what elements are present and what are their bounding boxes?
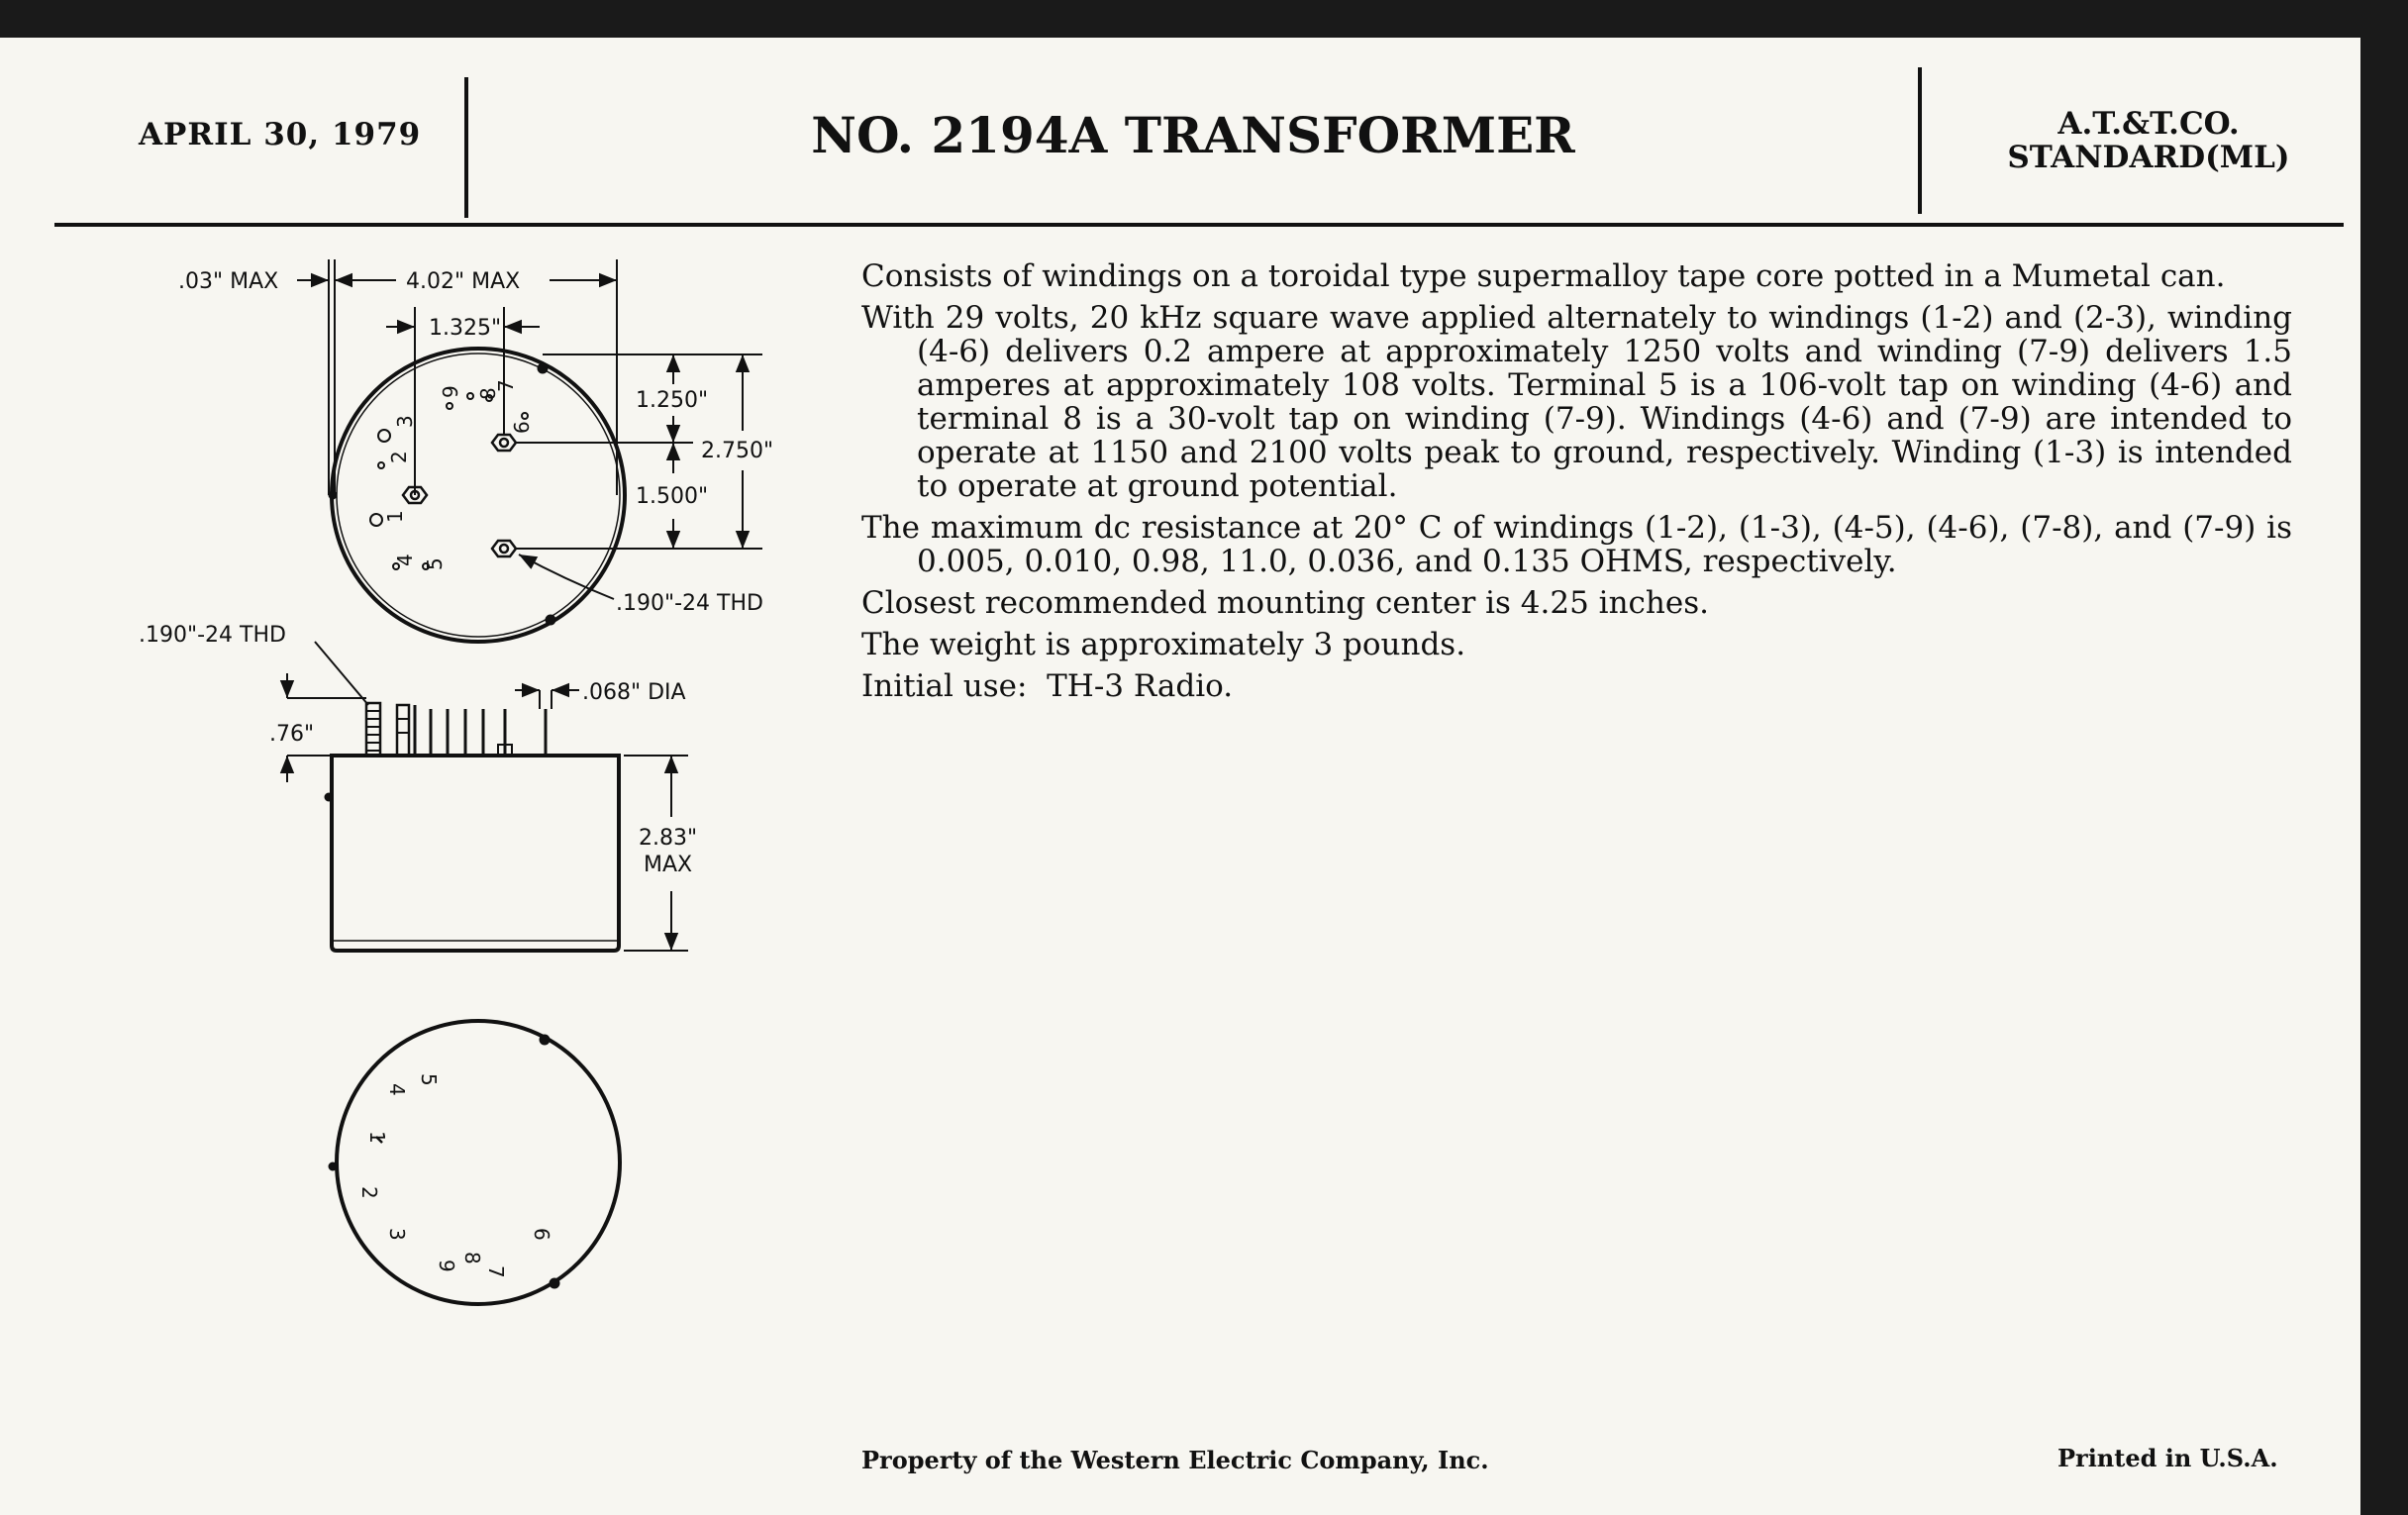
pin-label: 3 bbox=[393, 415, 417, 428]
stud-lower bbox=[492, 541, 516, 556]
dim-pin-diameter: .068" DIA bbox=[582, 680, 686, 705]
pin-label: 7 bbox=[484, 1265, 508, 1278]
pin-label: 9 bbox=[435, 1260, 458, 1272]
pin-label: 6 bbox=[530, 1228, 553, 1241]
description-paragraph: Closest recommended mounting center is 4.25 inches. bbox=[861, 585, 1709, 621]
pin-label: 2 bbox=[357, 1186, 381, 1199]
pin-label: 5 bbox=[417, 1073, 441, 1086]
pin-label: 6 bbox=[510, 421, 534, 434]
side-dimension-labels bbox=[139, 623, 697, 877]
issue-date: APRIL 30, 1979 bbox=[139, 117, 422, 152]
description-paragraph: The weight is approximately 3 pounds. bbox=[861, 627, 1466, 662]
seam-dot bbox=[538, 363, 548, 373]
pin-label: 4 bbox=[385, 1083, 409, 1096]
property-notice: Property of the Western Electric Company, Inc. bbox=[861, 1446, 1489, 1474]
pin-label: 2 bbox=[387, 451, 411, 463]
bottom-view-pin-labels bbox=[357, 1073, 553, 1278]
pin-label: 1 bbox=[365, 1131, 389, 1144]
page-title: NO. 2194A TRANSFORMER bbox=[811, 106, 1575, 164]
thread-callout-right: .190"-24 THD bbox=[616, 591, 763, 616]
pin-label: 9 bbox=[439, 385, 462, 398]
dim-283: 2.83" bbox=[639, 826, 698, 851]
thread-callout-left: .190"-24 THD bbox=[139, 623, 286, 648]
standard-type: STANDARD(ML) bbox=[2007, 140, 2290, 175]
dim-1325: 1.325" bbox=[429, 316, 502, 341]
description-paragraph: Initial use: TH-3 Radio. bbox=[861, 668, 1234, 704]
dim-76: .76" bbox=[269, 722, 315, 747]
seam-dot bbox=[546, 615, 555, 625]
printed-notice: Printed in U.S.A. bbox=[2057, 1444, 2278, 1472]
pin-label: 8 bbox=[476, 387, 500, 400]
pin-label: 7 bbox=[494, 379, 518, 392]
pin-label: 8 bbox=[460, 1252, 484, 1264]
pin-label: 1 bbox=[383, 510, 407, 523]
dim-1500: 1.500" bbox=[636, 484, 709, 509]
description-paragraph: The maximum dc resistance at 20° C of windings (1-2), (1-3), (4-5), (4-6), (7-8), and (7-9) is 0.005, 0.010, 0.98, 11.0, 0.036, and 0.135 OHMS, respectively. bbox=[861, 510, 2292, 579]
description bbox=[861, 259, 2292, 711]
side-view-body bbox=[332, 756, 619, 951]
dim-402-max: 4.02" MAX bbox=[406, 269, 521, 294]
pin-label: 4 bbox=[393, 554, 417, 566]
stud-upper bbox=[492, 435, 516, 451]
description-paragraph: With 29 volts, 20 kHz square wave applied alternately to windings (1-2) and (2-3), winding (4-6) delivers 0.2 ampere at approximately 1250 volts and winding (7-9) delivers 1.5 amperes at approximately 108 volts. Terminal 5 is a 106-volt tap on winding (4-6) and terminal 8 is a 30-volt tap on winding (7-9). Windings (4-6) and (7-9) are intended to operate at 1150 and 2100 volts peak to ground, respectively. Winding (1-3) is intended to operate at ground potential. bbox=[861, 300, 2292, 504]
side-view bbox=[325, 703, 619, 951]
dim-1250: 1.250" bbox=[636, 388, 709, 413]
dim-283-max: MAX bbox=[644, 853, 693, 877]
description-paragraph: Consists of windings on a toroidal type supermalloy tape core potted in a Mumetal can. bbox=[861, 258, 2226, 294]
pin-label: 5 bbox=[423, 557, 447, 570]
dim-03-max: .03" MAX bbox=[178, 269, 279, 294]
dim-2750: 2.750" bbox=[701, 439, 774, 463]
pin-label: 3 bbox=[385, 1228, 409, 1241]
standard-company: A.T.&T.CO. bbox=[2057, 106, 2240, 142]
